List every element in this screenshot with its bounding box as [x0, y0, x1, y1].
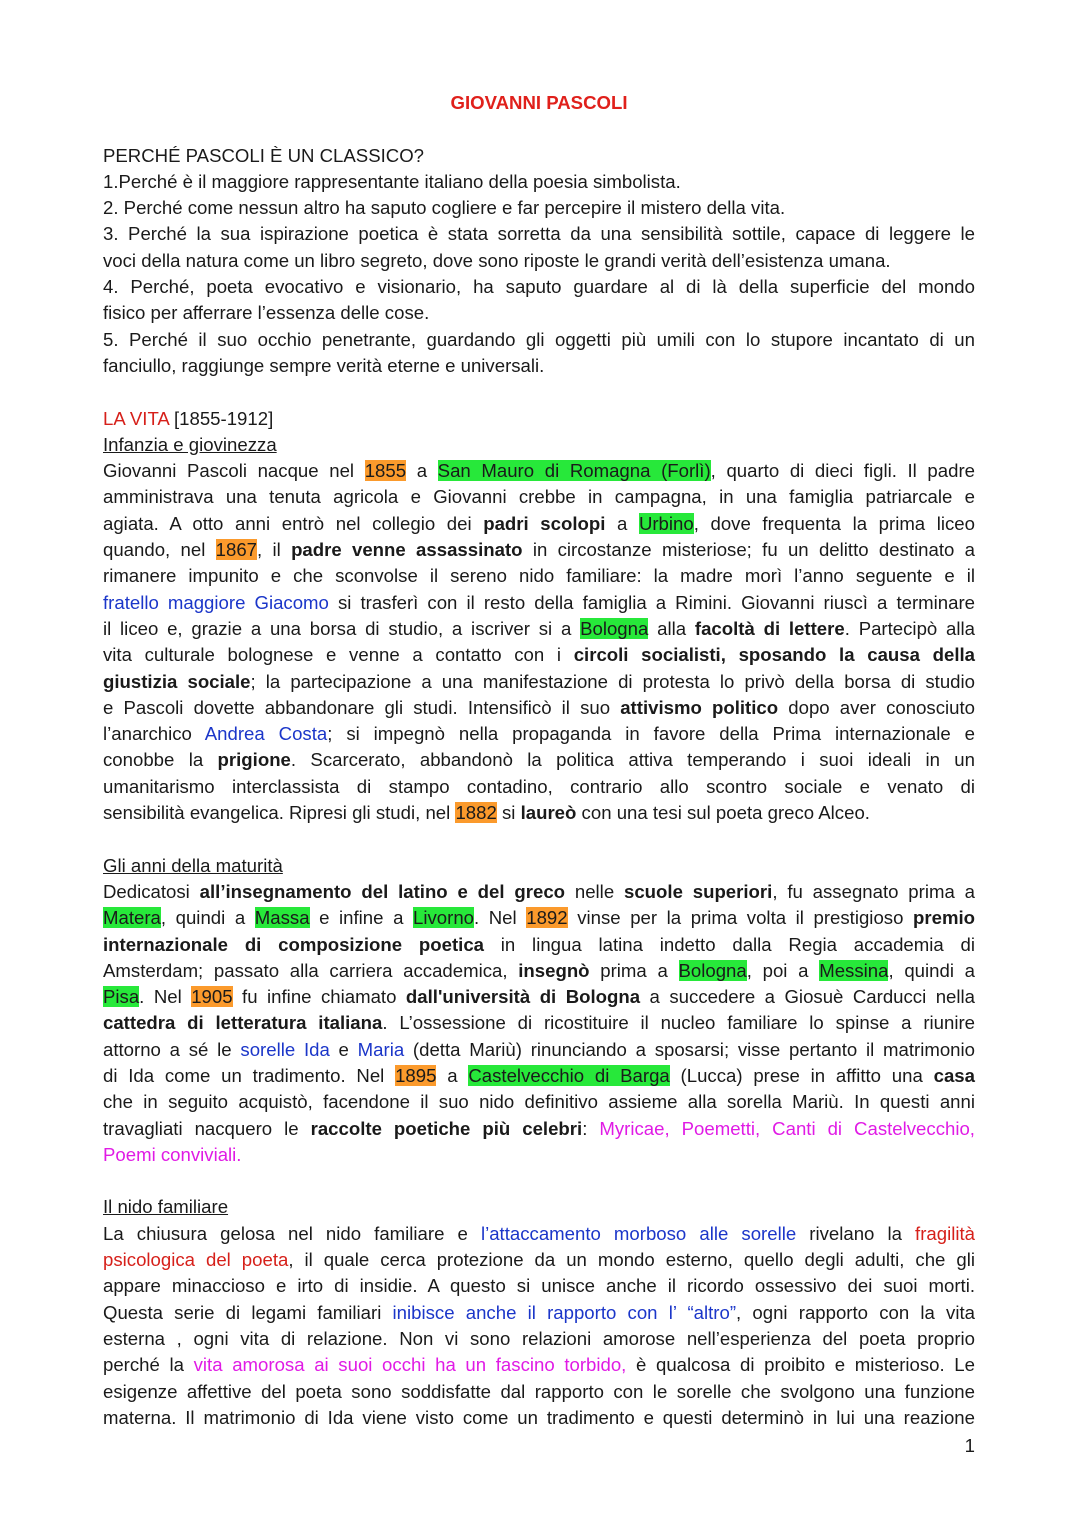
paragraph-line: vita culturale bolognese e venne a contatto con i circoli socialisti, sposando la causa della [103, 644, 975, 666]
place-highlight: Livorno [413, 907, 474, 929]
paragraph-line: travagliati nacquero le raccolte poetiche più celebri: Myricae, Poemetti, Canti di Castelvecchio, [103, 1117, 975, 1139]
date-highlight: 1895 [395, 1064, 437, 1086]
paragraph-line: Giovanni Pascoli nacque nel 1855 a San Mauro di Romagna (Forlì), quarto di dieci figli. Il padre [103, 460, 975, 482]
paragraph-line: materna. Il matrimonio di Ida viene visto come un tradimento e questi determinò in lui una reazione [103, 1406, 975, 1428]
paragraph-line: 2. Perché come nessun altro ha saputo cogliere e far percepire il mistero della vita. [103, 197, 786, 219]
paragraph-line: Amsterdam; passato alla carriera accademica, insegnò prima a Bologna, poi a Messina, quindi a [103, 959, 976, 981]
date-highlight: 1855 [364, 460, 407, 482]
place-highlight: Massa [254, 907, 310, 929]
place-highlight: Pisa [103, 986, 140, 1008]
paragraph-line: 1.Perché è il maggiore rappresentante italiano della poesia simbolista. [103, 170, 681, 192]
paragraph-line: l’anarchico Andrea Costa; si impegnò nella propaganda in favore della Prima internazionale e [103, 723, 975, 745]
place-highlight: Bologna [580, 617, 649, 639]
paragraph-line: umanitarismo interclassista di stampo contadino, contrario allo scontro sociale e venato di [103, 775, 975, 797]
section-heading [103, 406, 975, 432]
document-page [103, 90, 975, 1431]
paragraph-line: attorno a sé le sorelle Ida e Maria (detta Mariù) rinunciando a sposarsi; visse pertanto il matrimonio [103, 1038, 975, 1060]
subsection-heading: Infanzia e giovinezza [103, 433, 277, 455]
paragraph-line: e Pascoli dovette abbandonare gli studi. Intensificò il suo attivismo politico dopo aver conosciuto [103, 696, 975, 718]
subsection-heading: Gli anni della maturità [103, 854, 283, 876]
date-highlight: 1892 [526, 907, 568, 929]
paragraph-line: Dedicatosi all’insegnamento del latino e del greco nelle scuole superiori, fu assegnato prima a [103, 880, 975, 902]
place-highlight: Matera [103, 907, 161, 929]
paragraph-line: esigenze affettive del poeta sono soddisfatte dal rapporto con le sorelle che svolgono una funzione [103, 1380, 975, 1402]
paragraph-line: rimanere impunito e che sconvolse il sereno nido familiare: la madre morì l’anno seguente e il [103, 565, 975, 587]
section-dates: [1855-1912] [168, 407, 274, 429]
place-highlight: Messina [819, 959, 889, 981]
paragraph-line: Matera, quindi a Massa e infine a Livorno. Nel 1892 vinse per la prima volta il prestigioso premio [103, 907, 976, 929]
paragraph-line: esterna , ogni vita di relazione. Non vi sono relazioni amorose nell’esperienza del poeta proprio [103, 1327, 975, 1349]
paragraph-line: voci della natura come un libro segreto, dove sono riposte le grandi verità dell’esistenza umana. [103, 249, 891, 271]
paragraph-line: internazionale di composizione poetica in lingua latina indetto dalla Regia accademia di [103, 933, 975, 955]
date-highlight: 1905 [191, 986, 233, 1008]
paragraph-line: quando, nel 1867, il padre venne assassinato in circostanze misteriose; fu un delitto destinato a [103, 539, 975, 561]
paragraph-line: fanciullo, raggiunge sempre verità eterne e universali. [103, 354, 545, 376]
date-highlight: 1882 [455, 802, 497, 824]
paragraph-line: 3. Perché la sua ispirazione poetica è stata sorretta da una sensibilità sottile, capace di leggere le [103, 223, 975, 245]
paragraph-line: La chiusura gelosa nel nido familiare e l’attaccamento morboso alle sorelle rivelano la fragilità [103, 1222, 975, 1244]
document-title: GIOVANNI PASCOLI [450, 92, 628, 113]
section-title: LA VITA [103, 407, 169, 429]
page-number: 1 [964, 1435, 975, 1456]
paragraph-line: amministrava una tenuta agricola e Giovanni crebbe in campagna, in una famiglia patriarcale e [103, 486, 975, 508]
paragraph-line: sensibilità evangelica. Ripresi gli studi, nel 1882 si laureò con una tesi sul poeta greco Alceo. [103, 802, 870, 824]
paragraph-line: cattedra di letteratura italiana. L’ossessione di ricostituire il nucleo familiare lo spinse a riunire [103, 1012, 975, 1034]
paragraph-line: fisico per afferrare l’essenza delle cose. [103, 302, 430, 324]
paragraph-line: fratello maggiore Giacomo si trasferì con il resto della famiglia a Rimini. Giovanni riuscì a terminare [103, 591, 975, 613]
paragraph-line: il liceo e, grazie a una borsa di studio, a iscriver si a Bologna alla facoltà di lettere. Partecipò alla [103, 617, 975, 639]
paragraph-line: conobbe la prigione. Scarcerato, abbandonò la politica attiva temperando i suoi ideali in un [103, 749, 975, 771]
paragraph-line: Questa serie di legami familiari inibisce anche il rapporto con l’ “altro”, ogni rapporto con la vita [103, 1301, 975, 1323]
paragraph-line: Pisa. Nel 1905 fu infine chiamato dall'università di Bologna a succedere a Giosuè Carducci nella [103, 986, 976, 1008]
section-heading: PERCHÉ PASCOLI È UN CLASSICO? [103, 144, 425, 166]
paragraph-line: agiata. A otto anni entrò nel collegio dei padri scolopi a Urbino, dove frequenta la prima liceo [103, 512, 975, 534]
paragraph-line: appare minaccioso e irto di insidie. A questo si unisce anche il ricordo ossessivo dei suoi morti. [103, 1275, 975, 1297]
paragraph-line: Poemi conviviali. [103, 1143, 242, 1165]
place-highlight: Urbino [638, 512, 694, 534]
paragraph-line: che in seguito acquistò, facendone il suo nido definitivo assieme alla sorella Mariù. In questi anni [103, 1091, 975, 1113]
paragraph-line: perché la vita amorosa ai suoi occhi ha un fascino torbido, è qualcosa di proibito e misterioso. Le [103, 1354, 975, 1376]
place-highlight: Bologna [678, 959, 747, 981]
place-highlight: San Mauro di Romagna (Forlì) [437, 460, 711, 482]
paragraph-line: psicologica del poeta, il quale cerca protezione da un mondo esterno, quello degli adulti, che gli [103, 1249, 975, 1271]
subsection-heading: Il nido familiare [103, 1196, 229, 1218]
place-highlight: Castelvecchio di Barga [468, 1064, 670, 1086]
paragraph-line: 5. Perché il suo occhio penetrante, guardando gli oggetti più umili con lo stupore incantato di un [103, 328, 975, 350]
date-highlight: 1867 [215, 539, 258, 561]
paragraph-line: giustizia sociale; la partecipazione a una manifestazione di protesta lo privò della borsa di studio [103, 670, 975, 692]
paragraph-line: di Ida come un tradimento. Nel 1895 a Castelvecchio di Barga (Lucca) prese in affitto una casa [103, 1064, 975, 1086]
paragraph-line: 4. Perché, poeta evocativo e visionario, ha saputo guardare al di là della superficie del mondo [103, 276, 975, 298]
